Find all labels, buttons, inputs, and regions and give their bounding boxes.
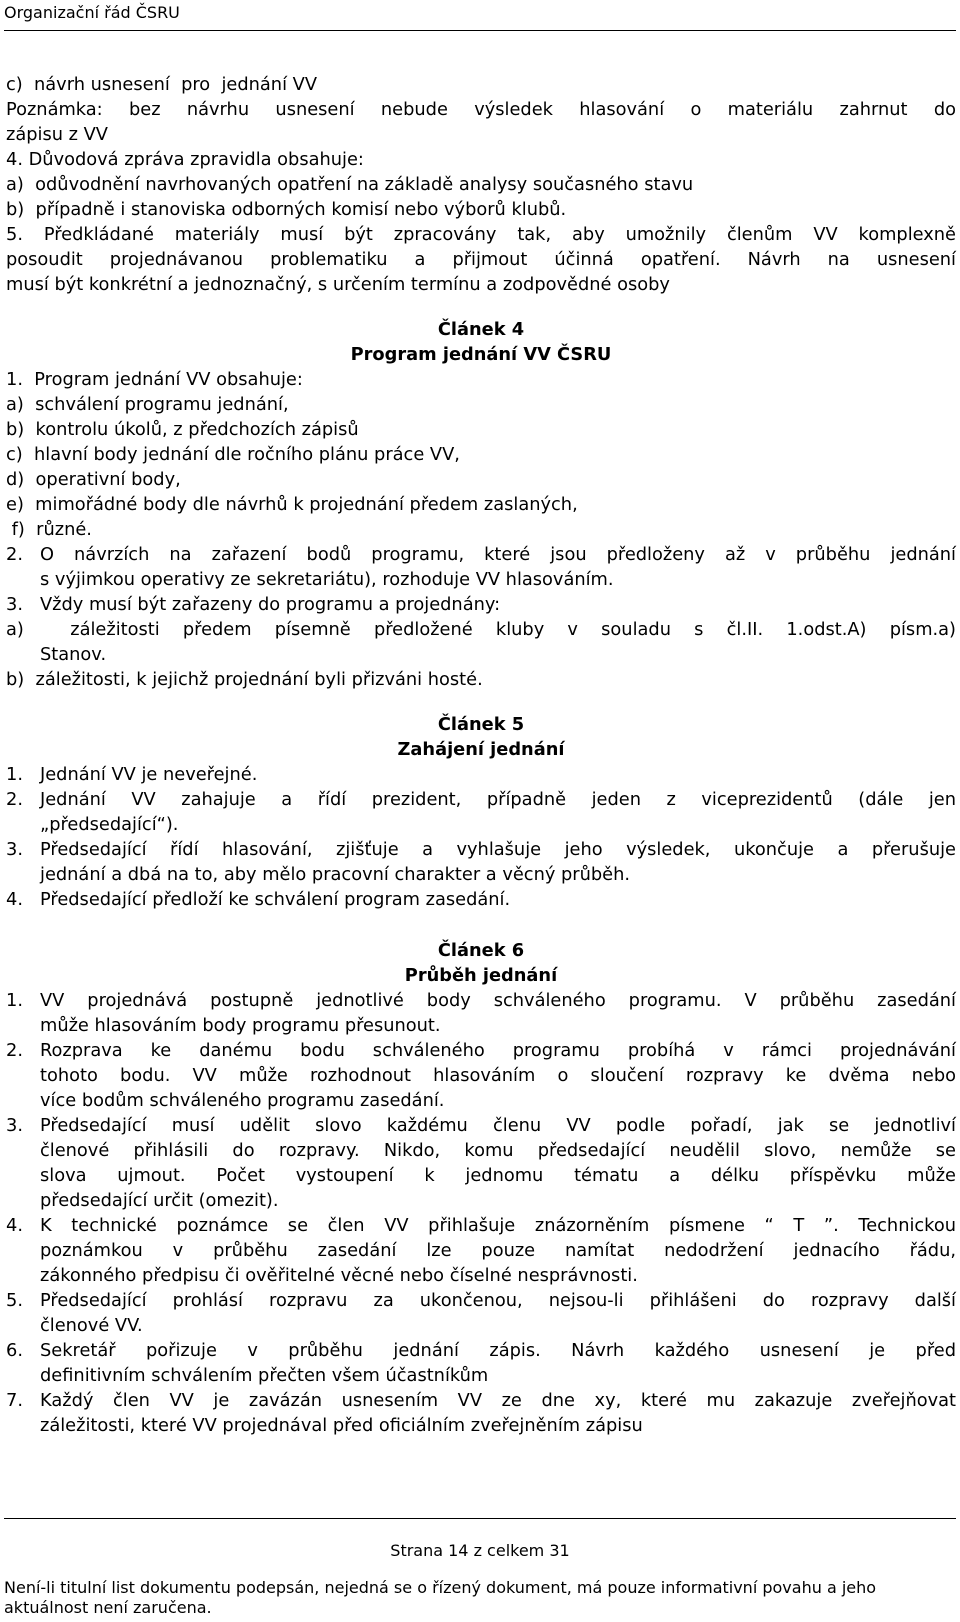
intro-section	[6, 72, 956, 297]
intro-line: 4. Důvodová zpráva zpravidla obsahuje:	[6, 149, 364, 170]
intro-line: musí být konkrétní a jednoznačný, s určením termínu a zodpovědné osoby	[6, 274, 670, 295]
item-text: Předsedající předloží ke schválení program zasedání.	[40, 889, 511, 910]
list-item	[6, 542, 956, 592]
item-number: 3.	[6, 1115, 23, 1136]
item-text: definitivním schválením přečten všem účastníkům	[40, 1365, 489, 1386]
intro-line: posoudit projednávanou problematiku a přijmout účinná opatření. Návrh na usnesení	[6, 249, 956, 270]
item-text: může hlasováním body programu přesunout.	[40, 1015, 441, 1036]
list-item: a) záležitosti předem písemně předložené kluby v souladu s čl.II. 1.odst.A) písm.a)	[6, 619, 956, 640]
list-item	[6, 1338, 956, 1388]
article-6-items	[6, 988, 956, 1438]
list-item	[6, 1388, 956, 1438]
article-5	[6, 712, 956, 912]
list-item	[6, 1038, 956, 1113]
intro-line: b) případně i stanoviska odborných komisí nebo výborů klubů.	[6, 199, 567, 220]
intro-line: a) odůvodnění navrhovaných opatření na základě analysy současného stavu	[6, 174, 694, 195]
item-number: 5.	[6, 1290, 23, 1311]
item-number: 3.	[6, 594, 23, 615]
list-item	[6, 1113, 956, 1213]
item-number: 3.	[6, 839, 23, 860]
list-item	[6, 988, 956, 1038]
list-item: e) mimořádné body dle návrhů k projednání předem zaslaných,	[6, 494, 578, 515]
article-subtitle: Program jednání VV ČSRU	[350, 344, 612, 365]
item-text: Jednání VV zahajuje a řídí prezident, případně jeden z viceprezidentů (dále jen	[40, 789, 956, 810]
item-text: Předsedající prohlásí rozpravu za ukončenou, nejsou-li přihlášeni do rozpravy další	[40, 1290, 956, 1311]
item-text: tohoto bodu. VV může rozhodnout hlasováním o sloučení rozpravy ke dvěma nebo	[40, 1065, 956, 1086]
list-item: b) kontrolu úkolů, z předchozích zápisů	[6, 419, 359, 440]
item-text: členové přihlásili do rozpravy. Nikdo, komu předsedající neudělil slovo, nemůže se	[40, 1140, 956, 1161]
article-subtitle: Zahájení jednání	[397, 739, 565, 760]
item-text: Rozprava ke danému bodu schváleného programu probíhá v rámci projednávání	[40, 1040, 956, 1061]
item-text: předsedající určit (omezit).	[40, 1190, 279, 1211]
article-5-items	[6, 762, 956, 912]
article-title: Článek 5	[437, 714, 525, 735]
item-text: Sekretář pořizuje v průběhu jednání zápis. Návrh každého usnesení je před	[40, 1340, 956, 1361]
item-text: záležitosti, které VV projednával před oficiálním zveřejněním zápisu	[40, 1415, 643, 1436]
document-header: Organizační řád ČSRU	[4, 3, 180, 22]
list-item: c) hlavní body jednání dle ročního plánu práce VV,	[6, 444, 460, 465]
item-text: „předsedající“).	[40, 814, 179, 835]
item-text: Předsedající musí udělit slovo každému členu VV podle pořadí, jak se jednotliví	[40, 1115, 956, 1136]
intro-line: 5. Předkládané materiály musí být zpracovány tak, aby umožnily členům VV komplexně	[6, 224, 956, 245]
article-title: Článek 6	[437, 940, 525, 961]
list-item	[6, 1288, 956, 1338]
list-item	[6, 762, 956, 787]
item-number: 2.	[6, 544, 23, 565]
list-item: a) schválení programu jednání,	[6, 394, 289, 415]
header-divider	[4, 30, 956, 31]
list-item: Stanov.	[40, 644, 107, 665]
item-text: poznámkou v průběhu zasedání lze pouze namítat nedodržení jednacího řádu,	[40, 1240, 956, 1261]
item-number: 4.	[6, 1215, 23, 1236]
intro-line: Poznámka: bez návrhu usnesení nebude výsledek hlasování o materiálu zahrnut do	[6, 99, 956, 120]
item-text: zákonného předpisu či ověřitelné věcné nebo číselné nesprávnosti.	[40, 1265, 638, 1286]
footer-disclaimer: Není-li titulní list dokumentu podepsán, nejedná se o řízený dokument, má pouze informativní povahu a jeho aktuálnost není zaručena.	[4, 1578, 877, 1617]
item-text: Předsedající řídí hlasování, zjišťuje a vyhlašuje jeho výsledek, ukončuje a přerušuje	[40, 839, 956, 860]
item-number: 6.	[6, 1340, 23, 1361]
item-number: 1.	[6, 990, 23, 1011]
item-number: 2.	[6, 789, 23, 810]
list-item: f) různé.	[6, 519, 92, 540]
list-item: b) záležitosti, k jejichž projednání byli přizváni hosté.	[6, 669, 483, 690]
item-text: Jednání VV je neveřejné.	[40, 764, 258, 785]
item-text: Každý člen VV je zavázán usnesením VV ze dne xy, které mu zakazuje zveřejňovat	[40, 1390, 956, 1411]
page-number: Strana 14 z celkem 31	[390, 1541, 570, 1560]
list-item: 1. Program jednání VV obsahuje:	[6, 369, 303, 390]
item-number: 1.	[6, 764, 23, 785]
document-body	[6, 72, 956, 1438]
item-text: s výjimkou operativy ze sekretariátu), rozhoduje VV hlasováním.	[40, 569, 614, 590]
list-item	[6, 787, 956, 837]
article-title: Článek 4	[437, 319, 525, 340]
intro-line: c) návrh usnesení pro jednání VV	[6, 74, 317, 95]
list-item	[6, 837, 956, 887]
article-6	[6, 938, 956, 1438]
list-item: d) operativní body,	[6, 469, 181, 490]
item-number: 4.	[6, 889, 23, 910]
item-text: Vždy musí být zařazeny do programu a projednány:	[40, 594, 501, 615]
item-text: VV projednává postupně jednotlivé body schváleného programu. V průběhu zasedání	[40, 990, 956, 1011]
list-item	[6, 592, 956, 617]
item-number: 7.	[6, 1390, 23, 1411]
list-item	[6, 1213, 956, 1288]
item-text: jednání a dbá na to, aby mělo pracovní charakter a věcný průběh.	[40, 864, 631, 885]
item-text: členové VV.	[40, 1315, 143, 1336]
footer-divider	[4, 1518, 956, 1519]
item-text: více bodům schváleného programu zasedání.	[40, 1090, 445, 1111]
item-number: 2.	[6, 1040, 23, 1061]
list-item	[6, 887, 956, 912]
item-text: K technické poznámce se člen VV přihlašuje znázorněním písmene “ T ”. Technickou	[40, 1215, 956, 1236]
item-text: slova ujmout. Počet vystoupení k jednomu tématu a délku příspěvku může	[40, 1165, 956, 1186]
intro-line: zápisu z VV	[6, 124, 108, 145]
item-text: O návrzích na zařazení bodů programu, které jsou předloženy až v průběhu jednání	[40, 544, 956, 565]
article-subtitle: Průběh jednání	[404, 965, 558, 986]
article-4	[6, 317, 956, 692]
